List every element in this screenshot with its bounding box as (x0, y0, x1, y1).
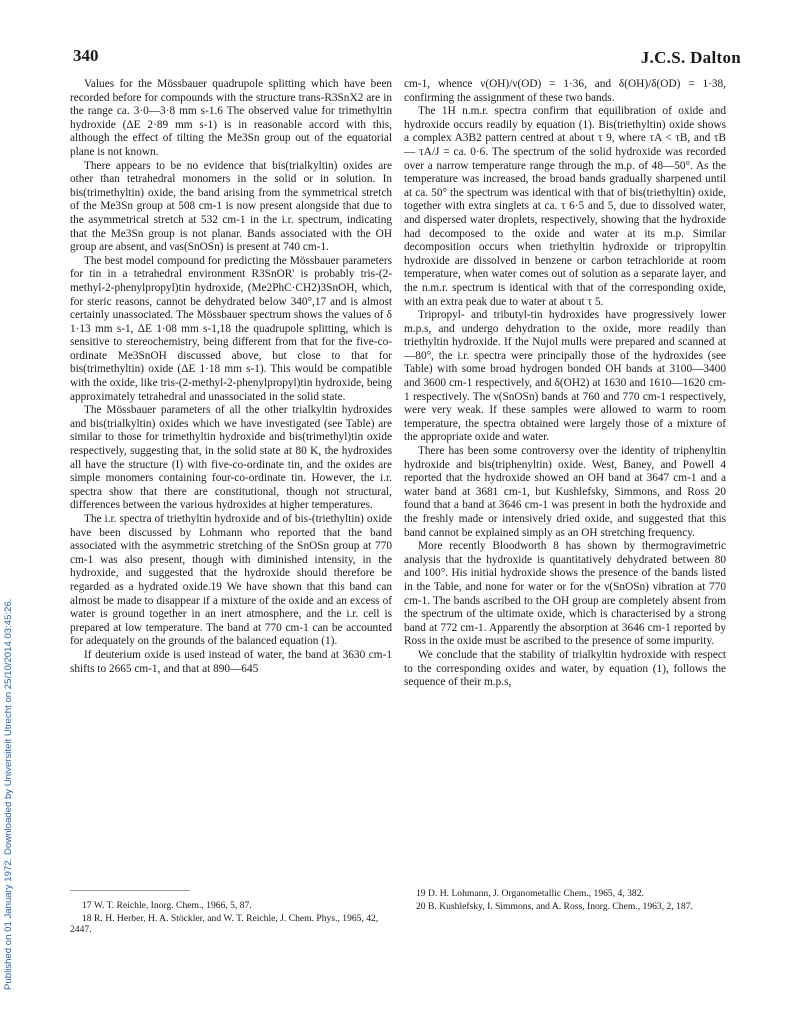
right-column (404, 78, 726, 690)
paragraph: There has been some controversy over the identity of triphenyltin hydroxide and bis(triphenyltin) oxide. West, Baney, and Powell 4 reported that the hydroxide showed an OH band at 3647 cm-1 and a water band at 3681 cm-1, but Kushlefsky, Simmons, and Ross 20 found that a band at 3646 cm-1 was present in both the hydroxide and the freshly made or intensively dried oxide, and suggested that this band cannot be explained simply as an OH stretching frequency. (404, 445, 726, 539)
left-column (70, 78, 392, 676)
paragraph: More recently Bloodworth 8 has shown by thermogravimetric analysis that the hydroxide is quantitatively dehydrated between 80 and 100°. His initial hydroxide shows the presence of the bands listed in the Table, and none for water or for the ν(SnOSn) vibration at 770 cm-1. The bands ascribed to the OH group are completely absent from the spectrum of the ultimate oxide, which is characterised by a strong band at 772 cm-1. Apparently the absorption at 3646 cm-1 reported by Ross in the oxide must be ascribed to the presence of some impurity. (404, 540, 726, 648)
paragraph: The i.r. spectra of triethyltin hydroxide and of bis-(triethyltin) oxide have been discussed by Lohmann who reported that the band associated with the asymmetric stretching of the SnOSn group at 770 cm-1 was also present, though with diminished intensity, in the hydroxide, and suggested that the hydroxide should therefore be regarded as a hydrated oxide.19 We have shown that this band can almost be made to disappear if a mixture of the oxide and an excess of water is ground together in an inert atmosphere, and the i.r. cell is prepared at low temperature. The band at 770 cm-1 can be accounted for adequately on the grounds of the balanced equation (1). (70, 513, 392, 648)
footnote: 19 D. H. Lohmann, J. Organometallic Chem., 1965, 4, 382. (416, 888, 644, 899)
paragraph: cm-1, whence ν(OH)/ν(OD) = 1·36, and δ(OH)/δ(OD) = 1·38, confirming the assignment of these two bands. (404, 78, 726, 104)
footnote: 20 B. Kushlefsky, I. Simmons, and A. Ross, Inorg. Chem., 1963, 2, 187. (416, 900, 693, 912)
paragraph: The 1H n.m.r. spectra confirm that equilibration of oxide and hydroxide occurs readily by equation (1). Bis(triethyltin) oxide shows a complex A3B2 pattern centred at about τ 9, where τA < τB, and τB — τA/J = ca. 0·6. The spectrum of the solid hydroxide was recorded over a narrow temperature range through the m.p. of 48—50°. As the temperature was increased, the broad bands gradually sharpened until at ca. 50° the spectrum was identical with that of bis(triethyltin) oxide, together with extra singlets at ca. τ 6·5 and 5, due to dissolved water, and dispersed water droplets, respectively, showing that the hydroxide had decomposed to the oxide and water at its m.p. Similar decomposition occurs when triethyltin hydroxide or tripropyltin hydroxide are dissolved in benzene or carbon tetrachloride at room temperature, when water comes out of solution as a separate layer, and the n.m.r. spectrum is identical with that of the corresponding oxide, with an extra peak due to water at about τ 5. (404, 105, 726, 308)
footnote: 18 R. H. Herber, H. A. Stöckler, and W. T. Reichle, J. Chem. Phys., 1965, 42, 2447. (70, 912, 379, 936)
footnote: 17 W. T. Reichle, Inorg. Chem., 1966, 5, 87. (82, 900, 252, 911)
paragraph: The best model compound for predicting the Mössbauer parameters for tin in a tetrahedral environment R3SnOR' is probably tris-(2-methyl-2-phenylpropyl)tin hydroxide, (Me2PhC·CH2)3SnOH, which, for steric reasons, cannot be dehydrated below 340°,17 and is almost certainly unassociated. The Mössbauer spectrum shows the values of δ 1·13 mm s-1, ΔE 1·08 mm s-1,18 the quadrupole splitting, which is sensitive to stereochemistry, being different from that for the five-co-ordinate Me3SnOH discussed above, but close to that for bis(trimethyltin) oxide (ΔE 1·18 mm s-1). This would be compatible with the oxide, like tris-(2-methyl-2-phenylpropyl)tin hydroxide, being approximately tetrahedral and unassociated in the solid state. (70, 254, 392, 403)
download-watermark: Published on 01 January 1972. Downloaded by Universiteit Utrecht on 25/10/2014 03:45:26. (3, 598, 14, 990)
paragraph: Values for the Mössbauer quadrupole splitting which have been recorded before for compounds with the structure trans-R3SnX2 are in the range ca. 3·0—3·8 mm s-1.6 The observed value for trimethyltin hydroxide (ΔE 2·89 mm s-1) is in reasonable accord with this, although the effect of tilting the Me3Sn group out of the equatorial plane is not known. (70, 78, 392, 158)
footnote-divider (70, 890, 190, 891)
paragraph: The Mössbauer parameters of all the other trialkyltin hydroxides and bis(trialkyltin) oxides which we have investigated (see Table) are similar to those for trimethyltin hydroxide and bis(trimethyl)tin oxide respectively, suggesting that, in the solid state at 80 K, the hydroxides all have the structure (I) with five-co-ordinate tin, and the oxides are simple monomers containing four-co-ordinate tin. However, the i.r. spectra show that there are constitutional, though not structural, differences between the various hydroxides at higher temperatures. (70, 404, 392, 512)
page-number: 340 (73, 46, 99, 65)
paragraph: We conclude that the stability of trialkyltin hydroxide with respect to the corresponding oxides and water, by equation (1), follows the sequence of their m.p.s, (404, 648, 726, 689)
paragraph: There appears to be no evidence that bis(trialkyltin) oxides are other than tetrahedral monomers in the solid or in solution. In bis(trimethyltin) oxide, the band arising from the symmetrical stretch of the Me3Sn group at 508 cm-1 is now present alongside that due to the asymmetrical stretch at 532 cm-1 in the i.r. spectrum, indicating that the Me3Sn group is not planar. Bands associated with the OH group are absent, and νas(SnOSn) is present at 740 cm-1. (70, 159, 392, 254)
footnotes-left (70, 900, 392, 937)
footnotes-right (404, 888, 726, 913)
paragraph: Tripropyl- and tributyl-tin hydroxides have progressively lower m.p.s, and undergo dehydration to the oxide, more readily than triethyltin hydroxide. If the Nujol mulls were prepared and scanned at —80°, the i.r. spectra were principally those of the hydroxides (see Table) with some broad hydrogen bonded OH bands at 3100—3400 and 3600 cm-1 respectively, and δ(OH2) at 1630 and 1610—1620 cm-1 respectively. The ν(SnOSn) bands at 760 and 770 cm-1 respectively, were very weak. If these samples were allowed to warm to room temperature, the spectra obtained were largely those of a mixture of the appropriate oxide and water. (404, 309, 726, 444)
journal-name: J.C.S. Dalton (640, 48, 741, 67)
paragraph: If deuterium oxide is used instead of water, the band at 3630 cm-1 shifts to 2665 cm-1, and that at 890—645 (70, 648, 392, 675)
